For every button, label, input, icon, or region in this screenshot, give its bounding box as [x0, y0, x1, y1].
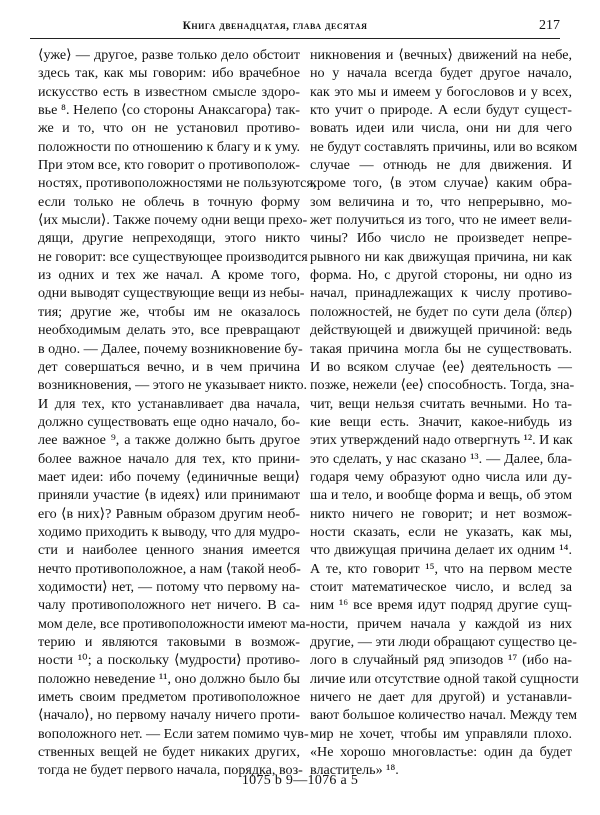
text-line: одни выводят существующие вещи из небы-	[38, 285, 305, 302]
text-line: случае — отнюдь не для движения. И	[310, 157, 572, 174]
text-line: это сделать, у нас сказано ¹³. — Далее, бла-	[310, 450, 572, 467]
text-line: ничего не дает для другой) и устанавли-	[310, 689, 572, 706]
text-line: необходимым делать это, все превращают	[38, 322, 300, 339]
left-text-column	[38, 46, 317, 780]
page-header	[30, 16, 560, 39]
text-line: искусство есть в известном смысле здоро-	[38, 83, 300, 100]
text-line: лее важное ⁹, а также должно быть другое	[38, 432, 300, 449]
text-line: рывного ни как движущая причина, ни как	[310, 248, 572, 265]
text-line: тогда не будет первого начала, порядка, воз-	[38, 762, 303, 779]
text-line: мом деле, все противоположности имеют ма-	[38, 615, 311, 632]
text-line: форма. Но, с другой стороны, ни одно из	[310, 267, 572, 284]
text-line: ности сказать, если не указать, как мы,	[310, 523, 572, 540]
text-line: как это мы и имеем у богословов и у всех,	[310, 83, 572, 100]
text-line: лого в случайный ряд эпизодов ¹⁷ (ибо на-	[310, 652, 572, 669]
text-line: кто учит о природе. А если будут сущест-	[310, 102, 572, 119]
text-line: мает идеи: ибо почему ⟨единичные вещи⟩	[38, 468, 300, 485]
text-line: ⟨уже⟩ — другое, разве только дело обстоит	[38, 47, 300, 63]
text-line: дет совершаться вечно, и в чем причина	[38, 358, 300, 375]
text-line: ственных вещей не будет никаких других,	[38, 744, 300, 761]
text-line: не говорит: все существующее производится	[38, 248, 308, 265]
text-line: иметь своим предметом противоположное	[38, 689, 300, 706]
text-line: ша и тело, и вообще форма и вещь, об этом	[310, 487, 572, 504]
text-line: его ⟨в них⟩? Равным образом другим необ-	[38, 505, 300, 522]
text-line: если только не облечь в точную форму	[38, 193, 300, 210]
text-line: начал, принадлежащих к числу противо-	[310, 285, 572, 302]
text-line: сти и наиболее ценного знания имеется	[38, 542, 300, 559]
text-line: ним ¹⁶ все время идут подряд другие сущ-	[310, 597, 572, 614]
text-line: ности ¹⁰; а поскольку ⟨мудрости⟩ противо-	[38, 652, 300, 669]
text-line: стоит математическое число, и вслед за	[310, 578, 572, 595]
text-line: А те, кто говорит ¹⁵, что на первом месте	[310, 560, 572, 577]
text-line: ⟨начало⟩, но первому началу ничего проти-	[38, 707, 300, 724]
text-line: «Не хорошо многовластье: один да будет	[310, 744, 572, 761]
text-line: личие или отсутствие одной такой сущности	[310, 670, 579, 687]
text-line: жет получиться из того, что не имеет вели-	[310, 212, 572, 229]
text-line: нечто противоположное, а нам ⟨такой необ-	[38, 560, 301, 577]
text-line: положности по отношению к благу и к уму.	[38, 138, 300, 155]
text-line: властитель» ¹⁸.	[310, 762, 399, 779]
text-line: воположного нет. — Если затем помимо чув-	[38, 725, 309, 742]
text-line: но у начала всегда будет другое начало,	[310, 65, 572, 82]
text-line: тия; другие же, чтобы им не оказалось	[38, 303, 300, 320]
text-line: чалу противоположного нет ничего. В са-	[38, 597, 300, 614]
text-line: действующей и движущей причиной: ведь	[310, 322, 572, 339]
text-line: здесь так, как мы говорим: ибо врачебное	[38, 65, 300, 82]
text-line: приняли участие ⟨в идеях⟩ или принимают	[38, 487, 300, 504]
text-line: годаря чему образуют одно числа или ду-	[310, 468, 572, 485]
text-line: кроме того, ⟨в этом случае⟩ каким обра-	[310, 175, 572, 192]
text-line: дящи, другие непреходящи, этого никто	[38, 230, 300, 247]
text-line: ⟨их мысли⟩. Также почему одни вещи прехо-	[38, 212, 308, 229]
text-line: должно существовать еще одно начало, бо-	[38, 413, 300, 430]
text-line: такая причина могла бы не существовать.	[310, 340, 572, 357]
page-number: 217	[539, 18, 560, 33]
text-line: вье ⁸. Нелепо ⟨со стороны Анаксагора⟩ так-	[38, 102, 300, 119]
text-line: никто ничего не говорит; и нет возмож-	[310, 505, 572, 522]
text-line: положно неведение ¹¹, оно должно было бы	[38, 670, 300, 687]
text-line: более важное начало для тех, кто прини-	[38, 450, 300, 467]
text-line: другие, — эти люди обращают существо це-	[310, 634, 577, 650]
text-line: При этом все, кто говорит о противополож-	[38, 157, 300, 174]
text-line: позже, нежели ⟨ее⟩ способность. Тогда, зна-	[310, 377, 575, 394]
text-line: мир не хочет, чтобы им управляли плохо.	[310, 725, 572, 742]
text-line: чины? Ибо число не произведет непре-	[310, 230, 572, 247]
text-line: ностях, противоположностями не пользуются,	[38, 175, 317, 192]
text-line: вают большое количество начал. Между тем	[310, 707, 578, 724]
text-line: чит, вещи нельзя считать вечными. Но та-	[310, 395, 572, 412]
text-line: положностей, не будет по сути дела (ὅπερ)	[310, 303, 572, 320]
text-line: зом величина и то, что непрерывно, мо-	[310, 193, 572, 210]
text-line: И во всяком случае ⟨ее⟩ деятельность —	[310, 358, 572, 375]
text-line: ходимости⟩ нет, — потому что первому на-	[38, 578, 300, 595]
text-line: же и то, что он не установил противо-	[38, 120, 300, 137]
text-line: никновения и ⟨вечных⟩ движений на небе,	[310, 47, 572, 63]
text-line: ности, причем начала у каждой из них	[310, 615, 572, 632]
text-line: этих утверждений надо отвергнуть ¹². И как	[310, 432, 573, 449]
text-line: терию и являются таковыми в возмож-	[38, 634, 300, 650]
text-line: не будут составлять причины, или во всяком	[310, 138, 578, 155]
text-line: в одно. — Далее, почему возникновение бу-	[38, 340, 303, 357]
bekker-reference: 1075 b 9—1076 a 5	[241, 773, 359, 788]
text-line: что движущая причина делает их одним ¹⁴.	[310, 542, 572, 559]
right-text-column	[310, 46, 579, 780]
text-line: И для тех, кто устанавливает два начала,	[38, 395, 300, 412]
running-title: Книга двенадцатая, глава десятая	[182, 20, 368, 32]
text-line: из одних и тех же начал. А кроме того,	[38, 267, 300, 284]
text-line: ходимо приходить к выводу, что для мудро-	[38, 523, 300, 540]
text-line: кие вещи есть. Значит, какое-нибудь из	[310, 413, 572, 430]
text-line: возникновения, — этого не указывает никто.	[38, 377, 308, 394]
text-line: вовать идеи или числа, они ни для чего	[310, 120, 572, 137]
